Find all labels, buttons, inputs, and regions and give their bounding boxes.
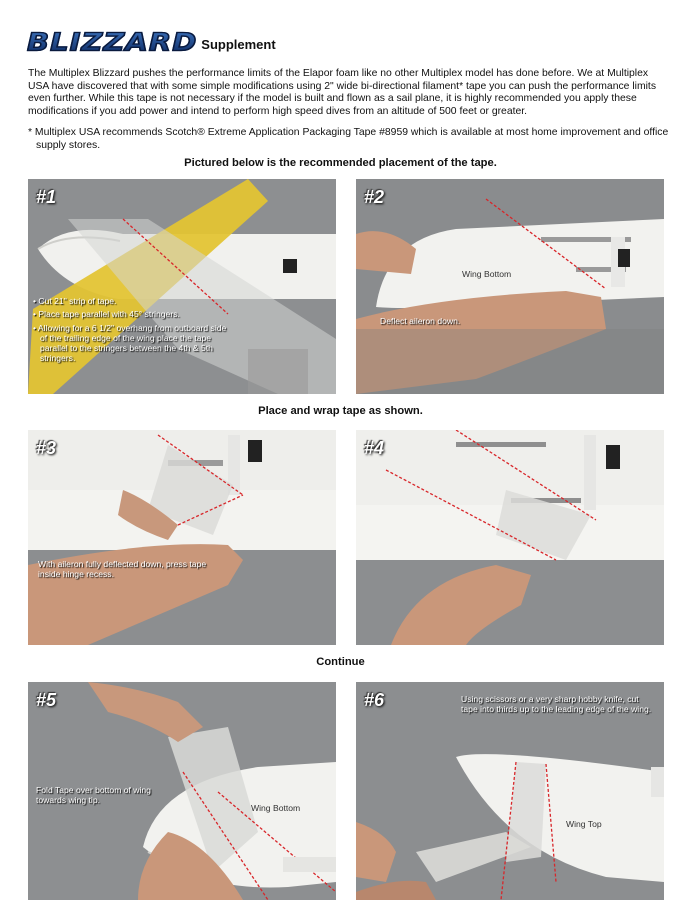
photo-3-illustration xyxy=(28,430,336,645)
step-number: #1 xyxy=(36,187,57,207)
caption-continue: Continue xyxy=(316,656,365,668)
step-number: #5 xyxy=(36,690,57,710)
caption-wrap: Place and wrap tape as shown. xyxy=(258,405,423,417)
photo-2-instruction: Deflect aileron down. xyxy=(380,316,461,326)
photo-3-instruction: With aileron fully deflected down, press tape inside hinge recess. xyxy=(38,559,207,580)
photo-6 xyxy=(356,682,664,900)
wing-bottom-label: Wing Bottom xyxy=(462,269,512,279)
step-number: #6 xyxy=(364,690,385,710)
photo-5 xyxy=(28,682,336,900)
photo-1 xyxy=(28,179,336,394)
photo-4-illustration xyxy=(356,430,664,645)
photo-2-illustration xyxy=(356,179,664,394)
header xyxy=(27,26,276,57)
supplement-title: Supplement xyxy=(201,37,276,52)
photo-5-instruction: Fold Tape over bottom of wing towards wing tip. xyxy=(36,785,151,806)
instruction-item: • Cut 21" strip of tape. xyxy=(33,296,117,306)
tape-note: * Multiplex USA recommends Scotch® Extreme Application Packaging Tape #8959 which is available at most home improvement and office supply stores. xyxy=(28,127,669,151)
instruction-item: • Allowing for a 6 1/2" overhang from outboard side of the trailing edge of the wing place the tape parallel to the stringers between the 4th & 5th stringers. xyxy=(33,322,227,364)
step-number: #2 xyxy=(364,187,385,207)
photo-4 xyxy=(356,430,664,645)
wing-top-label: Wing Top xyxy=(566,819,602,829)
wing-bottom-label: Wing Bottom xyxy=(251,803,301,813)
caption-placement: Pictured below is the recommended placement of the tape. xyxy=(184,157,497,169)
photo-2 xyxy=(356,179,664,394)
step-number: #3 xyxy=(36,438,57,458)
photo-6-illustration xyxy=(356,682,664,900)
photo-6-instruction: Using scissors or a very sharp hobby knife, cut tape into thirds up to the leading edge of the wing. xyxy=(461,694,652,715)
photo-3 xyxy=(28,430,336,645)
step-number: #4 xyxy=(364,438,385,458)
blizzard-logo: BLIZZARD xyxy=(27,27,198,57)
photo-1-instructions xyxy=(33,296,231,367)
instruction-item: • Place tape parallel with 45° stringers. xyxy=(33,309,180,320)
intro-paragraph: The Multiplex Blizzard pushes the performance limits of the Elapor foam like no other Multiplex model has done before. We at Multiplex USA have discovered that with some simple modifications using 2" wide bi-directional filament* tape you can push the performance limits even further. While this tape is not necessary if the model is built and flown as a sail plane, it is highly recommended you apply these modifications if you add power and intend to perform high speed dives from an altitude of 500 feet or greater. xyxy=(28,68,657,117)
